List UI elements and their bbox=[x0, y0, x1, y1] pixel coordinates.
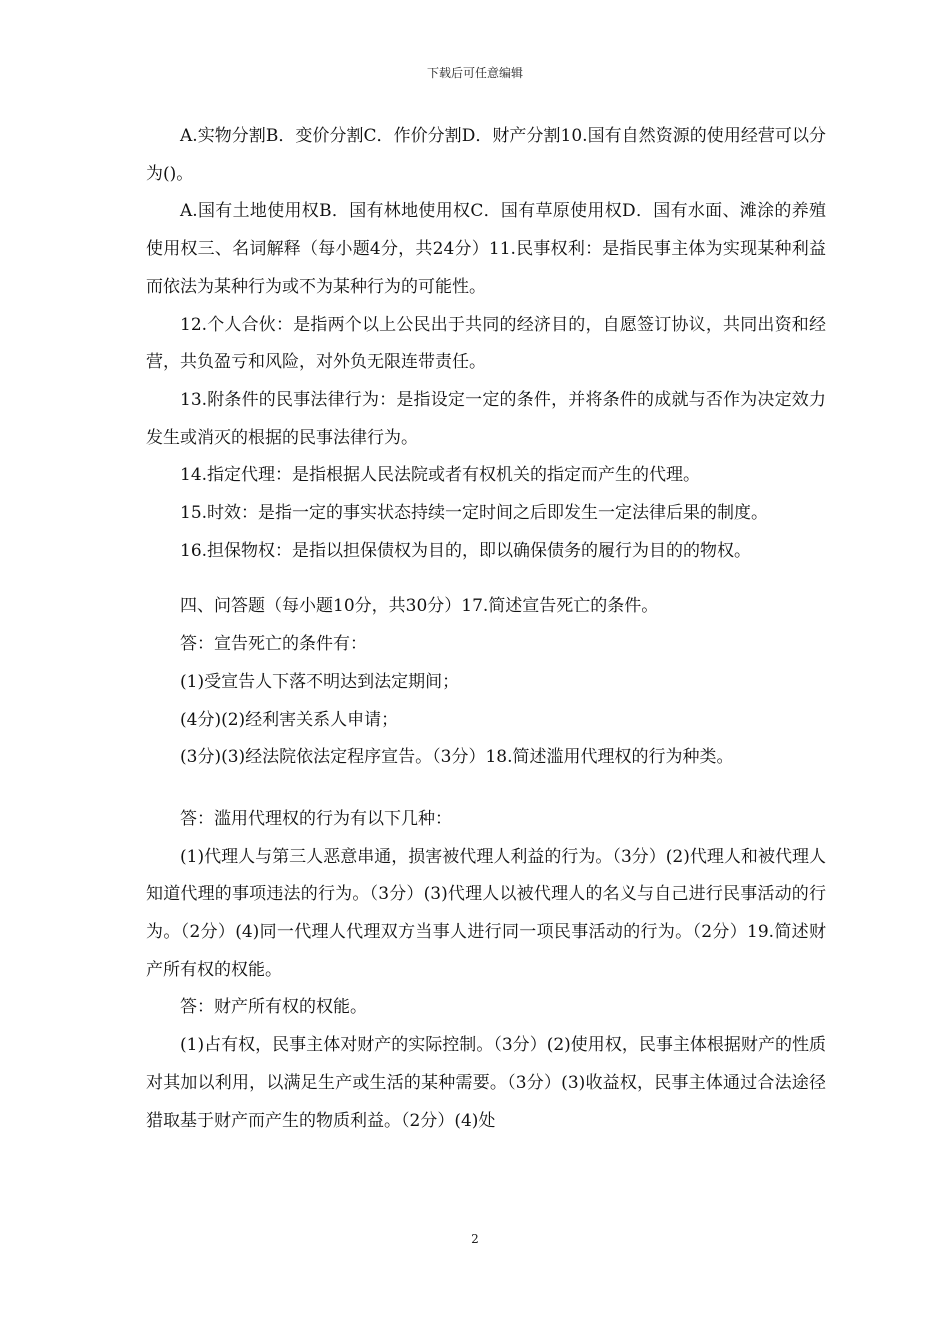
page-number: 2 bbox=[471, 1232, 479, 1246]
paragraph-answer-19-points: (1)占有权，民事主体对财产的实际控制。（3分）(2)使用权，民事主体根据财产的性质对其加以利用，以满足生产或生活的某种需要。（3分）(3)收益权，民事主体通过合法途径猎取基于财产而产生的物质利益。（2分）(4)处 bbox=[146, 1035, 826, 1131]
page-header: 下载后可任意编辑 bbox=[426, 66, 523, 80]
paragraph-definition-13: 13.附条件的民事法律行为：是指设定一定的条件，并将条件的成就与否作为决定效力发生或消灭的根据的民事法律行为。 bbox=[146, 389, 826, 448]
paragraph-gap bbox=[146, 570, 826, 588]
paragraph-answer-18-intro: 答：滥用代理权的行为有以下几种： bbox=[180, 808, 452, 829]
paragraph-options-10: A.国有土地使用权B．国有林地使用权C．国有草原使用权D．国有水面、滩涂的养殖使用权三、名词解释（每小题4分，共24分）11.民事权利：是指民事主体为实现某种利益而依法为某种行为或不为某种行为的可能性。 bbox=[146, 201, 826, 297]
paragraph-answer-17-point-3: (3分)(3)经法院依法定程序宣告。（3分）18.简述滥用代理权的行为种类。 bbox=[180, 747, 734, 768]
paragraph-definition-15: 15.时效：是指一定的事实状态持续一定时间之后即发生一定法律后果的制度。 bbox=[180, 503, 769, 524]
paragraph-options-9: A.实物分割B．变价分割C．作价分割D．财产分割10.国有自然资源的使用经营可以分为()。 bbox=[146, 126, 826, 184]
document-body bbox=[146, 118, 826, 1140]
paragraph-answer-18-points: (1)代理人与第三人恶意串通，损害被代理人利益的行为。（3分）(2)代理人和被代理人知道代理的事项违法的行为。（3分）(3)代理人以被代理人的名义与自己进行民事活动的行为。（2分）(4)同一代理人代理双方当事人进行同一项民事活动的行为。（2分）19.简述财产所有权的权能。 bbox=[146, 846, 826, 980]
paragraph-definition-12: 12.个人合伙：是指两个以上公民出于共同的经济目的，自愿签订协议，共同出资和经营，共负盈亏和风险，对外负无限连带责任。 bbox=[146, 314, 826, 373]
paragraph-answer-17-point-1: (1)受宣告人下落不明达到法定期间； bbox=[180, 671, 460, 692]
paragraph-answer-17-point-2: (4分)(2)经利害关系人申请； bbox=[180, 709, 399, 730]
paragraph-definition-14: 14.指定代理：是指根据人民法院或者有权机关的指定而产生的代理。 bbox=[180, 465, 701, 486]
paragraph-definition-16: 16.担保物权：是指以担保债权为目的，即以确保债务的履行为目的的物权。 bbox=[180, 540, 752, 561]
paragraph-answer-19-intro: 答：财产所有权的权能。 bbox=[180, 997, 367, 1018]
paragraph-answer-17-intro: 答：宣告死亡的条件有： bbox=[180, 634, 367, 655]
paragraph-section-4-q17: 四、问答题（每小题10分，共30分）17.简述宣告死亡的条件。 bbox=[180, 596, 659, 617]
paragraph-gap bbox=[146, 777, 826, 801]
